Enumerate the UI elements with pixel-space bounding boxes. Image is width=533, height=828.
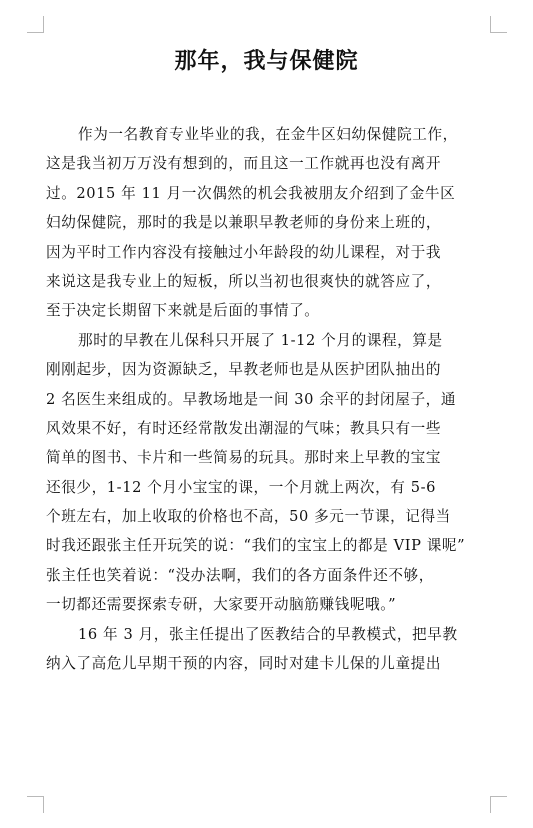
paragraph-line: 因为平时工作内容没有接触过小年龄段的幼儿课程，对于我 xyxy=(46,243,442,261)
paragraph-line: 来说这是我专业上的短板，所以当初也很爽快的就答应了， xyxy=(46,272,442,290)
paragraph-line: 一切都还需要探索专研，大家要开动脑筋赚钱呢哦。” xyxy=(46,596,397,614)
paragraph-line: 妇幼保健院，那时的我是以兼职早教老师的身份来上班的， xyxy=(46,214,442,232)
paragraph-line: 个班左右，加上收取的价格也不高，50 多元一节课，记得当 xyxy=(46,508,451,526)
paragraph-line: 那时的早教在儿保科只开展了 1-12 个月的课程，算是 xyxy=(78,331,443,349)
paragraph-line: 时我还跟张主任开玩笑的说：“我们的宝宝上的都是 VIP 课呢” xyxy=(46,537,466,555)
paragraph-line: 2 名医生来组成的。早教场地是一间 30 余平的封闭屋子，通 xyxy=(46,390,457,408)
paragraph xyxy=(46,326,496,620)
paragraph-line: 16 年 3 月，张主任提出了医教结合的早教模式，把早教 xyxy=(78,625,458,643)
paragraph-line: 过。2015 年 11 月一次偶然的机会我被朋友介绍到了金牛区 xyxy=(46,184,456,202)
document-title: 那年，我与保健院 xyxy=(174,48,359,74)
document-body xyxy=(46,120,496,678)
paragraph-line: 这是我当初万万没有想到的，而且这一工作就再也没有离开 xyxy=(46,155,442,173)
crop-mark-bottom-right xyxy=(490,796,507,813)
paragraph-line: 纳入了高危儿早期干预的内容，同时对建卡儿保的儿童提出 xyxy=(46,655,442,673)
paragraph xyxy=(46,120,496,326)
paragraph-line: 风效果不好，有时还经常散发出潮湿的气味；教具只有一些 xyxy=(46,419,442,437)
paragraph xyxy=(46,620,496,679)
paragraph-line: 刚刚起步，因为资源缺乏，早教老师也是从医护团队抽出的 xyxy=(46,361,442,379)
paragraph-line: 至于决定长期留下来就是后面的事情了。 xyxy=(46,302,320,320)
crop-mark-top-right xyxy=(490,16,507,33)
crop-mark-top-left xyxy=(27,16,44,33)
crop-mark-bottom-left xyxy=(27,796,44,813)
paragraph-line: 作为一名教育专业毕业的我，在金牛区妇幼保健院工作， xyxy=(78,126,458,143)
paragraph-line: 张主任也笑着说：“没办法啊，我们的各方面条件还不够， xyxy=(46,566,434,584)
paragraph-line: 简单的图书、卡片和一些简易的玩具。那时来上早教的宝宝 xyxy=(46,449,442,467)
paragraph-line: 还很少，1-12 个月小宝宝的课，一个月就上两次，有 5-6 xyxy=(46,478,437,496)
